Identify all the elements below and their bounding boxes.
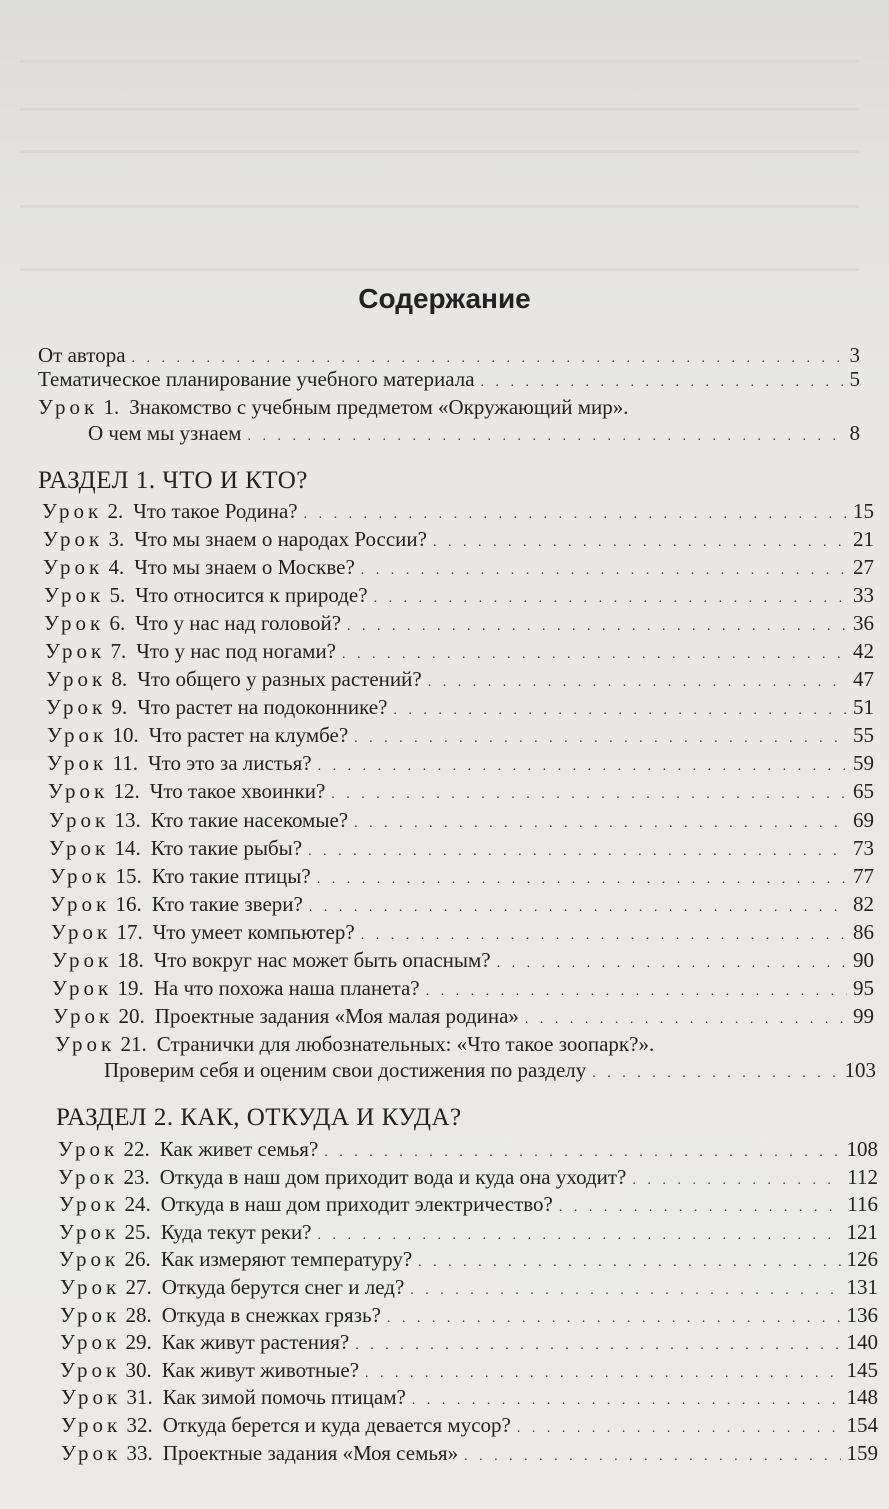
lesson-number: 25.	[124, 1220, 151, 1244]
lesson-prefix: Урок	[44, 583, 105, 607]
lesson-title: Проектные задания «Моя малая родина»	[154, 1004, 519, 1028]
toc-entry	[47, 722, 874, 752]
lesson-number: 17.	[116, 920, 143, 944]
lesson-prefix: Урок	[58, 1165, 119, 1189]
page-number: 36	[853, 611, 874, 635]
dot-leader	[331, 782, 847, 808]
page-number: 154	[846, 1413, 878, 1437]
toc-entry	[59, 1246, 878, 1276]
toc-entry	[58, 1164, 878, 1194]
dot-leader	[318, 754, 847, 780]
dot-leader	[517, 1416, 841, 1442]
page-number: 95	[853, 976, 874, 1000]
page-number: 148	[846, 1385, 878, 1409]
toc-entry	[51, 919, 874, 949]
lesson-number: 12.	[113, 779, 140, 803]
lesson-prefix: Урок	[48, 779, 109, 803]
toc-entry-label	[51, 919, 355, 945]
toc-entry	[49, 835, 874, 865]
page-number: 140	[846, 1330, 878, 1354]
lesson-number: 23.	[123, 1165, 150, 1189]
lesson-number: 1.	[103, 395, 120, 419]
page-number: 159	[846, 1441, 878, 1465]
lesson-number: 15.	[115, 864, 142, 888]
lesson-prefix: Урок	[47, 751, 108, 775]
toc-entry-label	[43, 554, 355, 580]
lesson-title: Как живет семья?	[159, 1137, 319, 1161]
toc-entry-label	[44, 582, 368, 608]
lesson-title: Что растет на подоконнике?	[137, 695, 388, 719]
page-number: 55	[853, 723, 874, 747]
toc-entry-title: Тематическое планирование учебного материала	[38, 367, 475, 391]
lesson-number: 18.	[117, 948, 144, 972]
lesson-title: Кто такие рыбы?	[150, 836, 303, 860]
lesson-title: Что мы знаем о Москве?	[134, 555, 355, 579]
section-heading: РАЗДЕЛ 1. ЧТО И КТО?	[38, 467, 308, 494]
lesson-title: Что у нас над головой?	[135, 611, 342, 635]
page-number: 59	[853, 751, 874, 775]
lesson-prefix: Урок	[47, 723, 108, 747]
dot-leader	[412, 1388, 841, 1414]
lesson-title: Куда текут реки?	[160, 1220, 312, 1244]
lesson-prefix: Урок	[59, 1247, 120, 1271]
dot-leader	[464, 1444, 840, 1470]
toc-entry	[60, 1274, 878, 1304]
page-number: 21	[853, 527, 874, 551]
lesson-first-line	[55, 1031, 654, 1057]
toc-entry	[43, 554, 874, 584]
lesson-title: Откуда в наш дом приходит электричество?	[160, 1192, 553, 1216]
toc-entry	[61, 1412, 878, 1442]
dot-leader	[592, 1061, 838, 1087]
lesson-prefix: Урок	[50, 864, 111, 888]
bleed-through-line	[20, 150, 859, 153]
toc-entry-label	[47, 722, 348, 748]
page-number: 47	[853, 667, 874, 691]
lesson-title: Кто такие звери?	[151, 892, 303, 916]
lesson-prefix: Урок	[60, 1303, 121, 1327]
toc-entry-label	[50, 863, 311, 889]
toc-entry-label	[60, 1329, 349, 1355]
lesson-title: Как живут животные?	[161, 1358, 360, 1382]
toc-entry	[52, 975, 874, 1005]
page-number: 8	[849, 421, 860, 445]
toc-entry-label	[88, 420, 241, 446]
toc-entry	[44, 582, 874, 612]
lesson-number: 30.	[125, 1358, 152, 1382]
page-number: 82	[853, 892, 874, 916]
bleed-through-line	[20, 60, 859, 63]
toc-entry-label	[59, 1219, 312, 1245]
lesson-prefix: Урок	[44, 611, 105, 635]
dot-leader	[308, 839, 847, 865]
lesson-title: Откуда в наш дом приходит вода и куда она уходит?	[159, 1165, 627, 1189]
lesson-prefix: Урок	[61, 1413, 122, 1437]
toc-entry-label	[61, 1384, 406, 1410]
toc-entry-label	[52, 975, 420, 1001]
toc-entry-label	[43, 526, 427, 552]
toc-entry-label	[38, 366, 475, 392]
toc-entry-label	[42, 498, 298, 524]
lesson-title: Откуда в снежках грязь?	[161, 1303, 381, 1327]
page-number: 73	[853, 836, 874, 860]
toc-entry	[46, 666, 874, 696]
lesson-title: Как зимой помочь птицам?	[162, 1385, 406, 1409]
lesson-title: Что такое хвоинки?	[149, 779, 326, 803]
toc-entry-label	[60, 1302, 381, 1328]
lesson-prefix: Урок	[50, 892, 111, 916]
toc-entry-label	[47, 750, 312, 776]
lesson-title: Что мы знаем о народах России?	[134, 527, 427, 551]
toc-entry	[46, 694, 874, 724]
toc-entry	[60, 1357, 878, 1387]
toc-entry-title: От автора	[38, 343, 126, 367]
toc-entry-label	[48, 778, 325, 804]
page-number: 131	[846, 1275, 878, 1299]
toc-entry	[59, 1191, 878, 1221]
lesson-number: 22.	[123, 1137, 150, 1161]
lesson-title: Кто такие птицы?	[151, 864, 311, 888]
lesson-title: Проектные задания «Моя семья»	[162, 1441, 459, 1465]
dot-leader	[525, 1007, 847, 1033]
lesson-prefix: Урок	[46, 695, 107, 719]
dot-leader	[559, 1195, 841, 1221]
lesson-number: 2.	[107, 499, 124, 523]
dot-leader	[481, 370, 844, 396]
page-number: 3	[849, 343, 860, 367]
page-number: 121	[846, 1220, 878, 1244]
dot-leader	[247, 424, 843, 450]
dot-leader	[354, 726, 847, 752]
toc-entry-label	[45, 638, 336, 664]
page-number: 108	[846, 1137, 878, 1161]
toc-entry	[104, 1057, 876, 1087]
lesson-title: Что такое Родина?	[133, 499, 298, 523]
lesson-number: 9.	[111, 695, 128, 719]
lesson-title: Откуда берутся снег и лед?	[161, 1275, 405, 1299]
lesson-number: 29.	[125, 1330, 152, 1354]
dot-leader	[428, 670, 847, 696]
toc-entry-label	[49, 807, 348, 833]
dot-leader	[355, 1333, 840, 1359]
toc-entry-label	[50, 891, 303, 917]
lesson-prefix: Урок	[60, 1358, 121, 1382]
lesson-prefix: Урок	[42, 499, 103, 523]
page-number: 145	[846, 1358, 878, 1382]
toc-entry	[45, 638, 874, 668]
lesson-number: 20.	[118, 1004, 145, 1028]
toc-entry-label	[46, 666, 422, 692]
lesson-prefix: Урок	[58, 1137, 119, 1161]
lesson-prefix: Урок	[38, 395, 99, 419]
page-number: 103	[844, 1058, 876, 1082]
lesson-number: 32.	[126, 1413, 153, 1437]
page-number: 86	[853, 920, 874, 944]
lesson-prefix: Урок	[52, 976, 113, 1000]
lesson-title: Что общего у разных растений?	[137, 667, 422, 691]
lesson-title: Что относится к природе?	[135, 583, 368, 607]
dot-leader	[347, 614, 847, 640]
toc-entry-label	[60, 1274, 404, 1300]
dot-leader	[361, 558, 847, 584]
page-title: Содержание	[358, 283, 531, 314]
dot-leader	[374, 586, 847, 612]
lesson-prefix: Урок	[60, 1330, 121, 1354]
toc-entry-label	[61, 1440, 458, 1466]
lesson-title-continued: Проверим себя и оценим свои достижения по разделу	[104, 1058, 587, 1082]
lesson-number: 28.	[125, 1303, 152, 1327]
page-number: 42	[853, 639, 874, 663]
lesson-number: 7.	[110, 639, 127, 663]
lesson-number: 6.	[109, 611, 126, 635]
lesson-title-continued: О чем мы узнаем	[88, 421, 242, 445]
page-number: 126	[846, 1247, 878, 1271]
toc-entry-label	[49, 835, 302, 861]
toc-entry-label	[52, 947, 491, 973]
lesson-title: Что растет на клумбе?	[148, 723, 349, 747]
dot-leader	[410, 1278, 840, 1304]
toc-entry	[53, 1003, 874, 1033]
toc-entry	[88, 420, 860, 450]
toc-entry	[38, 366, 860, 396]
toc-entry-label	[104, 1057, 586, 1083]
lesson-number: 31.	[126, 1385, 153, 1409]
toc-entry	[48, 778, 874, 808]
dot-leader	[342, 642, 847, 668]
lesson-title: Что вокруг нас может быть опасным?	[153, 948, 491, 972]
toc-entry	[42, 498, 874, 528]
section-heading: РАЗДЕЛ 2. КАК, ОТКУДА И КУДА?	[56, 1104, 462, 1131]
page-number: 99	[853, 1004, 874, 1028]
lesson-prefix: Урок	[49, 808, 110, 832]
toc-entry	[44, 610, 874, 640]
lesson-number: 10.	[112, 723, 139, 747]
lesson-number: 8.	[111, 667, 128, 691]
dot-leader	[418, 1250, 840, 1276]
lesson-number: 13.	[114, 808, 141, 832]
dot-leader	[393, 698, 847, 724]
toc-entry-label	[58, 1164, 626, 1190]
bleed-through-line	[20, 205, 859, 208]
toc-entry-label	[59, 1191, 553, 1217]
toc-entry	[52, 947, 874, 977]
lesson-number: 24.	[124, 1192, 151, 1216]
toc-entry	[43, 526, 874, 556]
dot-leader	[426, 979, 847, 1005]
page-number: 27	[853, 555, 874, 579]
toc-entry	[58, 1136, 878, 1166]
lesson-number: 11.	[112, 751, 138, 775]
lesson-number: 14.	[114, 836, 141, 860]
toc-entry	[50, 863, 874, 893]
lesson-title: Кто такие насекомые?	[150, 808, 349, 832]
toc-entry	[59, 1219, 878, 1249]
lesson-prefix: Урок	[52, 948, 113, 972]
lesson-title: Откуда берется и куда девается мусор?	[162, 1413, 511, 1437]
lesson-title: Знакомство с учебным предметом «Окружающий мир».	[129, 395, 629, 419]
toc-entry	[60, 1329, 878, 1359]
toc-entry	[60, 1302, 878, 1332]
page-number: 136	[846, 1303, 878, 1327]
dot-leader	[433, 530, 847, 556]
page-number: 33	[853, 583, 874, 607]
page-number: 116	[847, 1192, 878, 1216]
lesson-prefix: Урок	[53, 1004, 114, 1028]
lesson-prefix: Урок	[43, 555, 104, 579]
lesson-title: Что умеет компьютер?	[152, 920, 355, 944]
page-number: 90	[853, 948, 874, 972]
toc-entry-label	[38, 342, 126, 368]
toc-entry	[49, 807, 874, 837]
toc-entry-label	[60, 1357, 359, 1383]
lesson-prefix: Урок	[46, 667, 107, 691]
lesson-number: 21.	[120, 1032, 147, 1056]
dot-leader	[497, 951, 847, 977]
dot-leader	[304, 502, 847, 528]
page-number: 65	[853, 779, 874, 803]
lesson-title: Странички для любознательных: «Что такое зоопарк?».	[156, 1032, 655, 1056]
lesson-number: 4.	[108, 555, 125, 579]
lesson-number: 3.	[108, 527, 125, 551]
lesson-prefix: Урок	[45, 639, 106, 663]
lesson-title: Что у нас под ногами?	[136, 639, 337, 663]
dot-leader	[309, 895, 847, 921]
lesson-prefix: Урок	[55, 1032, 116, 1056]
toc-entry	[50, 891, 874, 921]
lesson-prefix: Урок	[43, 527, 104, 551]
toc-entry	[61, 1384, 878, 1414]
bleed-through-line	[20, 108, 859, 111]
toc-entry-label	[61, 1412, 511, 1438]
lesson-prefix: Урок	[60, 1275, 121, 1299]
dot-leader	[361, 923, 847, 949]
page-number: 5	[849, 367, 860, 391]
lesson-prefix: Урок	[61, 1441, 122, 1465]
lesson-prefix: Урок	[61, 1385, 122, 1409]
lesson-number: 5.	[109, 583, 126, 607]
dot-leader	[324, 1140, 840, 1166]
toc-entry	[47, 750, 874, 780]
lesson-prefix: Урок	[49, 836, 110, 860]
lesson-number: 27.	[125, 1275, 152, 1299]
lesson-prefix: Урок	[51, 920, 112, 944]
lesson-title: Что это за листья?	[147, 751, 312, 775]
toc-entry-label	[46, 694, 387, 720]
page-number: 112	[847, 1165, 878, 1189]
lesson-first-line	[38, 394, 629, 420]
page-number: 51	[853, 695, 874, 719]
lesson-title: Как измеряют температуру?	[160, 1247, 413, 1271]
lesson-title: На что похожа наша планета?	[153, 976, 420, 1000]
dot-leader	[317, 867, 847, 893]
toc-entry	[61, 1440, 878, 1470]
dot-leader	[354, 811, 847, 837]
lesson-number: 26.	[124, 1247, 151, 1271]
page-number: 15	[853, 499, 874, 523]
lesson-prefix: Урок	[59, 1220, 120, 1244]
lesson-number: 19.	[117, 976, 144, 1000]
lesson-number: 16.	[115, 892, 142, 916]
toc-entry-label	[58, 1136, 318, 1162]
lesson-prefix: Урок	[59, 1192, 120, 1216]
toc-entry-label	[59, 1246, 412, 1272]
page-number: 77	[853, 864, 874, 888]
lesson-title: Как живут растения?	[161, 1330, 350, 1354]
bleed-through-line	[20, 268, 859, 271]
toc-entry-label	[53, 1003, 519, 1029]
lesson-number: 33.	[126, 1441, 153, 1465]
toc-entry-label	[44, 610, 341, 636]
page-number: 69	[853, 808, 874, 832]
